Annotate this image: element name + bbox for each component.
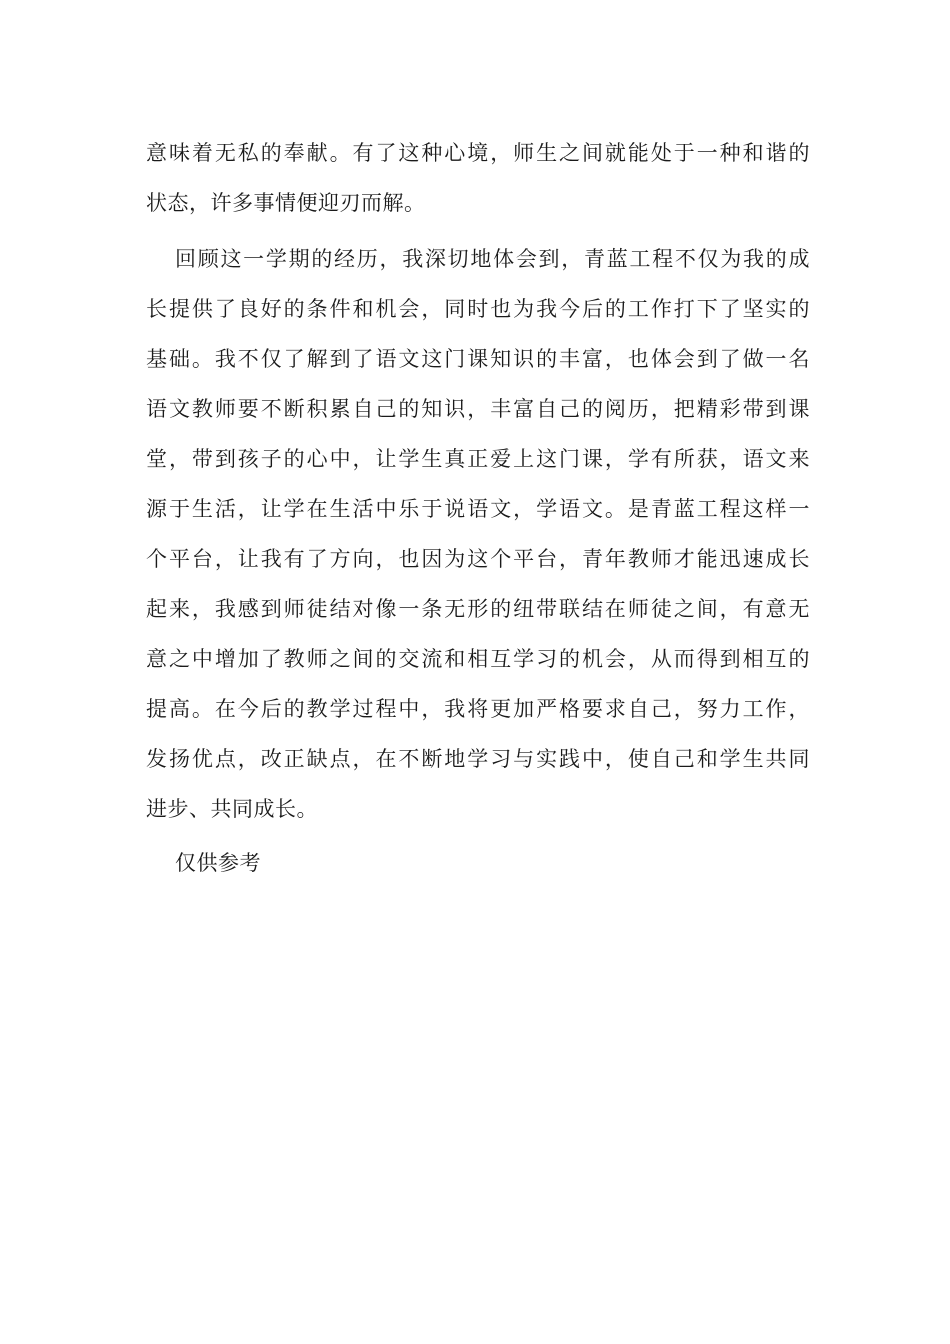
text-line: 堂，带到孩子的心中，让学生真正爱上这门课，学有所获，语文来: [146, 447, 810, 471]
text-line: 起来，我感到师徒结对像一条无形的纽带联结在师徒之间，有意无: [146, 597, 810, 621]
paragraph-3: [146, 838, 810, 888]
text-line: 个平台，让我有了方向，也因为这个平台，青年教师才能迅速成长: [146, 547, 810, 571]
text-line: 意味着无私的奉献。有了这种心境，师生之间就能处于一种和谐的: [146, 141, 810, 165]
text-line: 回顾这一学期的经历，我深切地体会到，青蓝工程不仅为我的成: [175, 247, 810, 271]
text-line: 状态，许多事情便迎刃而解。: [146, 191, 426, 215]
text-line: 进步、共同成长。: [146, 797, 318, 821]
text-line: 发扬优点，改正缺点，在不断地学习与实践中，使自己和学生共同: [146, 747, 810, 771]
text-line: 语文教师要不断积累自己的知识，丰富自己的阅历，把精彩带到课: [146, 397, 810, 421]
text-line: 意之中增加了教师之间的交流和相互学习的机会，从而得到相互的: [146, 647, 810, 671]
paragraph-1: [146, 128, 810, 228]
text-line: 源于生活，让学在生活中乐于说语文，学语文。是青蓝工程这样一: [146, 497, 810, 521]
text-line: 提高。在今后的教学过程中，我将更加严格要求自己，努力工作，: [146, 697, 810, 721]
text-line: 基础。我不仅了解到了语文这门课知识的丰富，也体会到了做一名: [146, 347, 810, 371]
text-line: 长提供了良好的条件和机会，同时也为我今后的工作打下了坚实的: [146, 297, 810, 321]
paragraph-2: [146, 234, 810, 834]
reference-note: 仅供参考: [175, 851, 261, 875]
